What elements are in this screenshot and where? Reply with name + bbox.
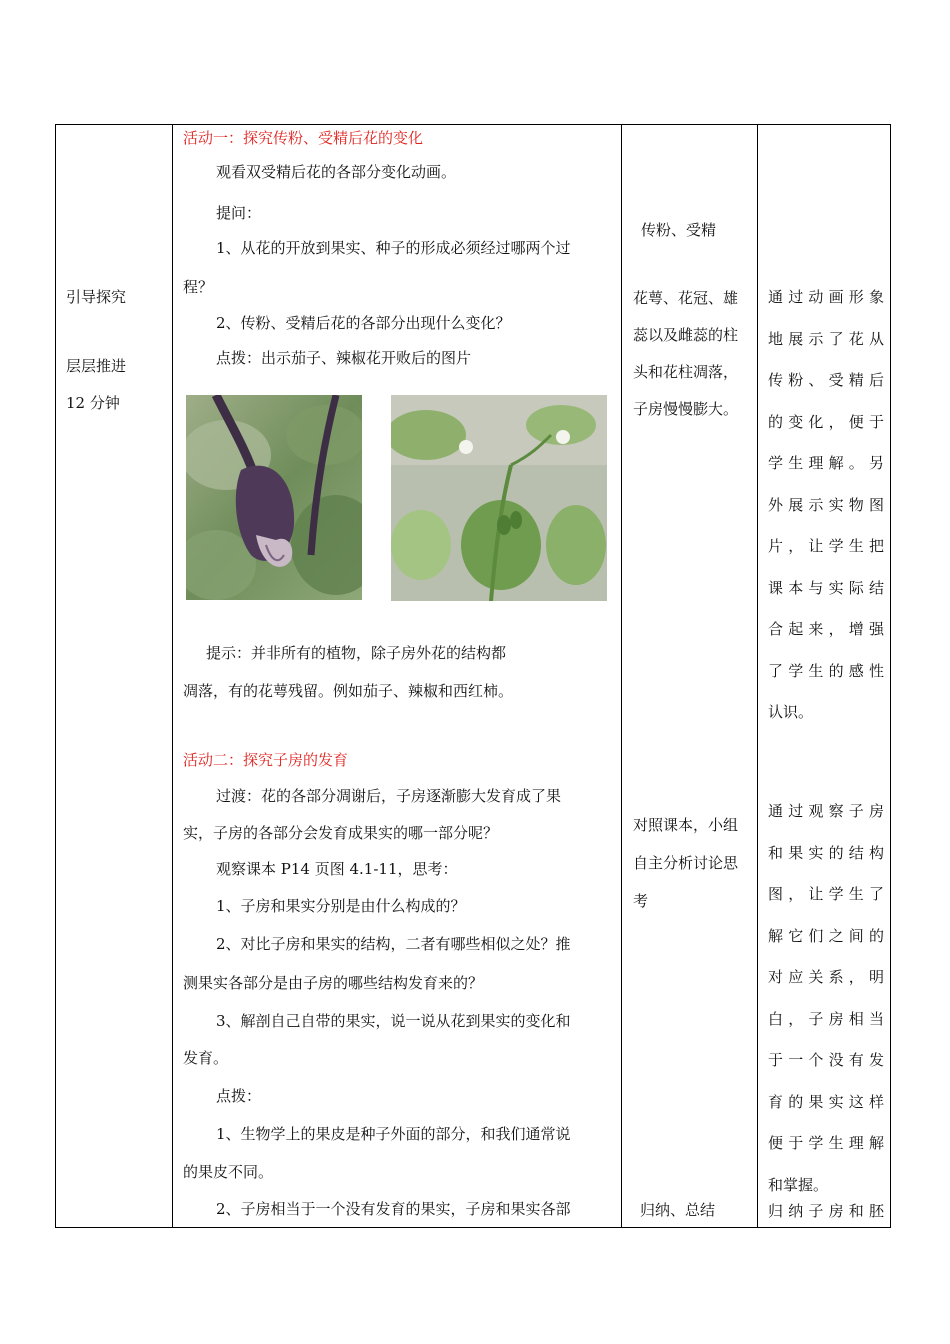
activity2-text: 点拨： [216,1087,262,1105]
design-intent-line: 解它们之间的 [768,926,884,945]
design-intent-line: 了学生的感性 [768,661,884,680]
student-activity: 对照课本，小组 [633,816,739,834]
activity2-text: 2、子房相当于一个没有发育的果实，子房和果实各部 [216,1200,571,1218]
activity2-text: 2、对比子房和果实的结构，二者有哪些相似之处？推 [216,935,571,953]
activity1-text: 观看双受精后花的各部分变化动画。 [216,163,457,181]
design-intent-block [768,791,884,1206]
student-activity: 考 [633,892,649,910]
student-activity: 自主分析讨论思 [633,854,739,872]
column-divider [621,125,622,1227]
stage-method: 层层推进 [66,357,127,375]
design-intent-line: 通过观察子房 [768,802,884,820]
design-intent-line: 于一个没有发 [768,1051,884,1069]
design-intent-line: 对应关系，明 [768,968,884,986]
design-intent-line: 合起来，增强 [768,620,884,638]
design-intent-line: 认识。 [768,703,814,721]
activity1-text: 点拨：出示茄子、辣椒花开败后的图片 [216,349,472,367]
eggplant-flower-photo [186,395,362,600]
activity2-text: 实，子房的各部分会发育成果实的哪一部分呢？ [183,824,499,842]
design-intent-block [768,1202,884,1220]
student-activity-block [633,280,738,428]
design-intent-line: 片，让学生把 [768,537,884,555]
stage-duration: 12 分钟 [66,394,120,412]
activity2-title: 活动二：探究子房的发育 [183,751,349,769]
activity2-text: 1、子房和果实分别是由什么构成的？ [216,897,466,915]
activity1-text: 程？ [183,278,214,296]
activity1-text: 1、从花的开放到果实、种子的形成必须经过哪两个过 [216,239,571,257]
activity1-text: 提问： [216,204,262,222]
activity1-tip: 凋落，有的花萼残留。例如茄子、辣椒和西红柿。 [183,682,514,700]
activity2-text: 1、生物学上的果皮是种子外面的部分，和我们通常说 [216,1125,571,1143]
design-intent-line: 学生理解。另 [768,454,884,472]
student-activity-block [633,806,738,920]
design-intent-line: 课本与实际结 [768,578,884,597]
activity2-text: 发育。 [183,1049,229,1067]
student-activity: 子房慢慢膨大。 [633,400,739,418]
design-intent-line: 和掌握。 [768,1175,829,1194]
student-activity: 传粉、受精 [641,221,717,239]
student-activity: 蕊以及雌蕊的柱 [633,326,739,344]
activity1-tip: 提示：并非所有的植物，除子房外花的结构都 [206,644,507,662]
design-intent-block [768,277,884,734]
activity2-text: 测果实各部分是由子房的哪些结构发育来的？ [183,974,484,992]
design-intent-line: 的变化，便于 [768,412,884,431]
design-intent-line: 和果实的结构 [768,843,884,862]
activity1-text: 2、传粉、受精后花的各部分出现什么变化？ [216,314,511,332]
lesson-table [55,124,891,1228]
design-intent-line: 外展示实物图 [768,495,884,514]
activity1-title: 活动一：探究传粉、受精后花的变化 [183,129,424,147]
design-intent-line: 地展示了花从 [768,329,884,348]
student-activity: 花萼、花冠、雄 [633,289,739,307]
design-intent-line: 便于学生理解 [768,1134,884,1152]
student-activity: 头和花柱凋落， [633,363,739,381]
design-intent-line: 育的果实这样 [768,1092,884,1111]
design-intent-line: 通过动画形象 [768,288,884,306]
activity2-text: 过渡：花的各部分凋谢后，子房逐渐膨大发育成了果 [216,787,562,805]
activity2-text: 观察课本 P14 页图 4.1-11，思考： [216,860,458,878]
design-intent-line: 图，让学生了 [768,885,884,903]
activity2-text: 3、解剖自己自带的果实，说一说从花到果实的变化和 [216,1012,571,1030]
column-divider [757,125,758,1227]
student-activity: 归纳、总结 [640,1201,716,1219]
activity2-text: 的果皮不同。 [183,1163,274,1181]
column-divider [172,125,173,1227]
design-intent-line: 传粉、受精后 [768,371,884,389]
pepper-flower-photo [391,395,607,601]
stage-label: 引导探究 [66,288,127,306]
design-intent-line: 白，子房相当 [768,1009,884,1028]
design-intent-line: 归纳子房和胚 [768,1202,884,1220]
